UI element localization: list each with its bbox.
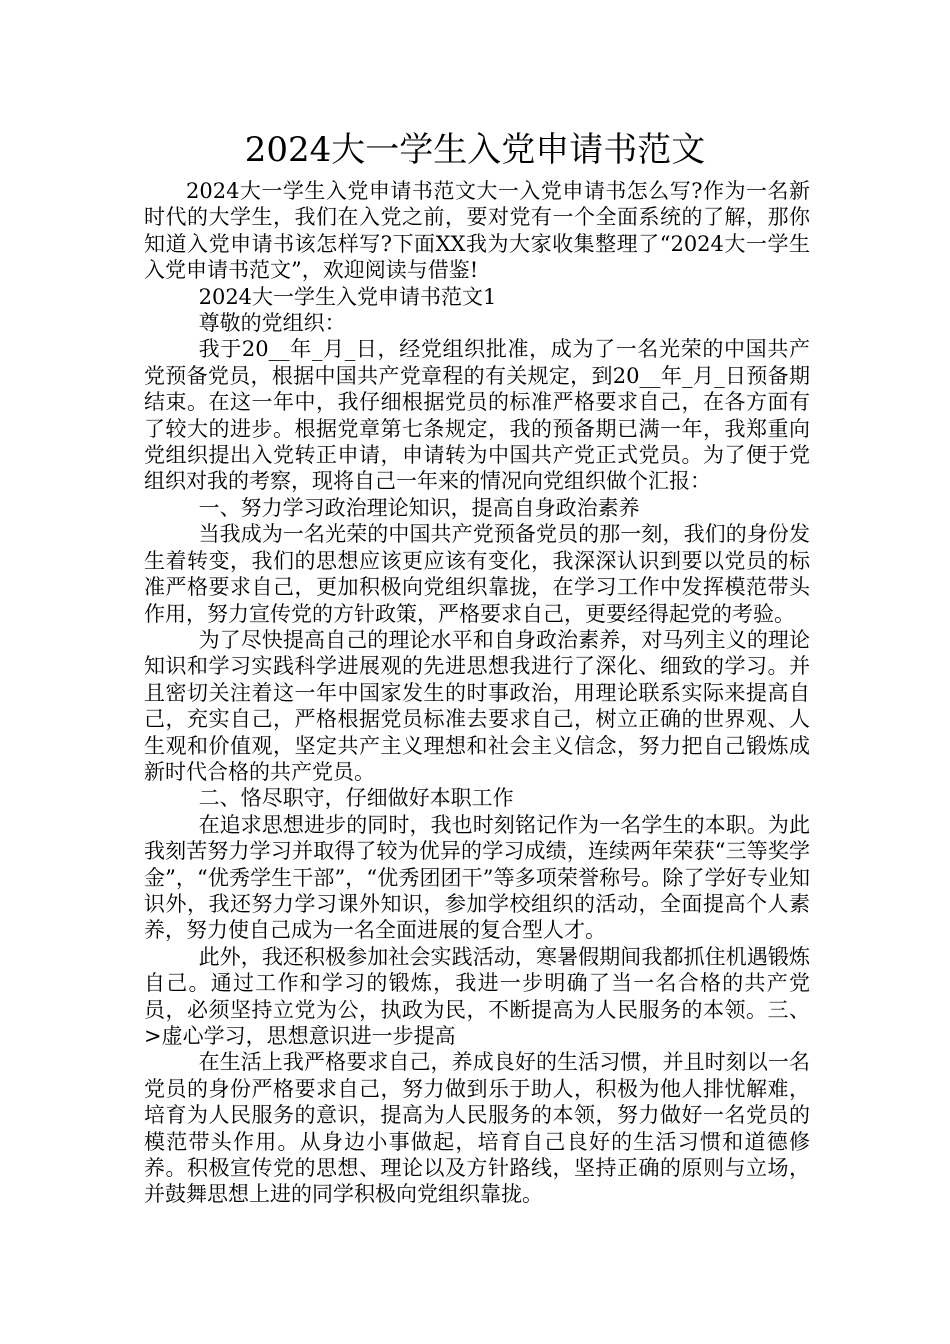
intro-paragraph: 2024大一学生入党申请书范文大一入党申请书怎么写?作为一名新时代的大学生，我们在入党之前，要对党有一个全面系统的了解，那你知道入党申请书该怎样写?下面XX我为大家收集整理了“2024大一学生入党申请书范文”，欢迎阅读与借鉴! [144,179,810,283]
subheading: 一、努力学习政治理论知识，提高自身政治素养 [198,495,640,520]
salutation: 尊敬的党组织： [198,311,346,336]
body-paragraph: 当我成为一名光荣的中国共产党预备党员的那一刻，我们的身份发生着转变，我们的思想应该更应该有变化，我深深认识到要以党员的标准严格要求自己，更加积极向党组织靠拢，在学习工作中发挥模范带头作用，努力宣传党的方针政策，严格要求自己，更要经得起党的考验。 [144,522,810,626]
body-paragraph: 在生活上我严格要求自己，养成良好的生活习惯，并且时刻以一名党员的身份严格要求自己，努力做到乐于助人，积极为他人排忧解难，培育为人民服务的意识，提高为人民服务的本领，努力做好一名党员的模范带头作用。从身边小事做起，培育自己良好的生活习惯和道德修养。积极宣传党的思想、理论以及方针路线，坚持正确的原则与立场，并鼓舞思想上进的同学积极向党组织靠拢。 [144,1050,810,1207]
subheading: 二、恪尽职守，仔细做好本职工作 [198,786,514,811]
document-title: 2024大一学生入党申请书范文 [244,130,706,170]
document-body [144,178,810,1208]
body-paragraph: 我于20__年_月_日，经党组织批准，成为了一名光荣的中国共产党预备党员，根据中国共产党章程的有关规定，到20__年_月_日预备期结束。在这一年中，我仔细根据党员的标准严格要求自己，在各方面有了较大的进步。根据党章第七条规定，我的预备期已满一年，我郑重向党组织提出入党转正申请，申请转为中国共产党正式党员。为了便于党组织对我的考察，现将自己一年来的情况向党组织做个汇报： [144,337,810,494]
body-paragraph: 此外，我还积极参加社会实践活动，寒暑假期间我都抓住机遇锻炼自己。通过工作和学习的锻炼，我进一步明确了当一名合格的共产党员，必须坚持立党为公，执政为民，不断提高为人民服务的本领。三、>虚心学习，思想意识进一步提高 [144,944,810,1048]
body-paragraph: 为了尽快提高自己的理论水平和自身政治素养，对马列主义的理论知识和学习实践科学进展观的先进思想我进行了深化、细致的学习。并且密切关注着这一年中国家发生的时事政治，用理论联系实际来提高自己，充实自己，严格根据党员标准去要求自己，树立正确的世界观、人生观和价值观，坚定共产主义理想和社会主义信念，努力把自己锻炼成新时代合格的共产党员。 [144,627,810,784]
section-title: 2024大一学生入党申请书范文1 [198,284,497,309]
body-paragraph: 在追求思想进步的同时，我也时刻铭记作为一名学生的本职。为此我刻苦努力学习并取得了较为优异的学习成绩，连续两年荣获“三等奖学金”，“优秀学生干部”，“优秀团团干”等多项荣誉称号。除了学好专业知识外，我还努力学习课外知识，参加学校组织的活动，全面提高个人素养，努力使自己成为一名全面进展的复合型人才。 [144,812,810,943]
